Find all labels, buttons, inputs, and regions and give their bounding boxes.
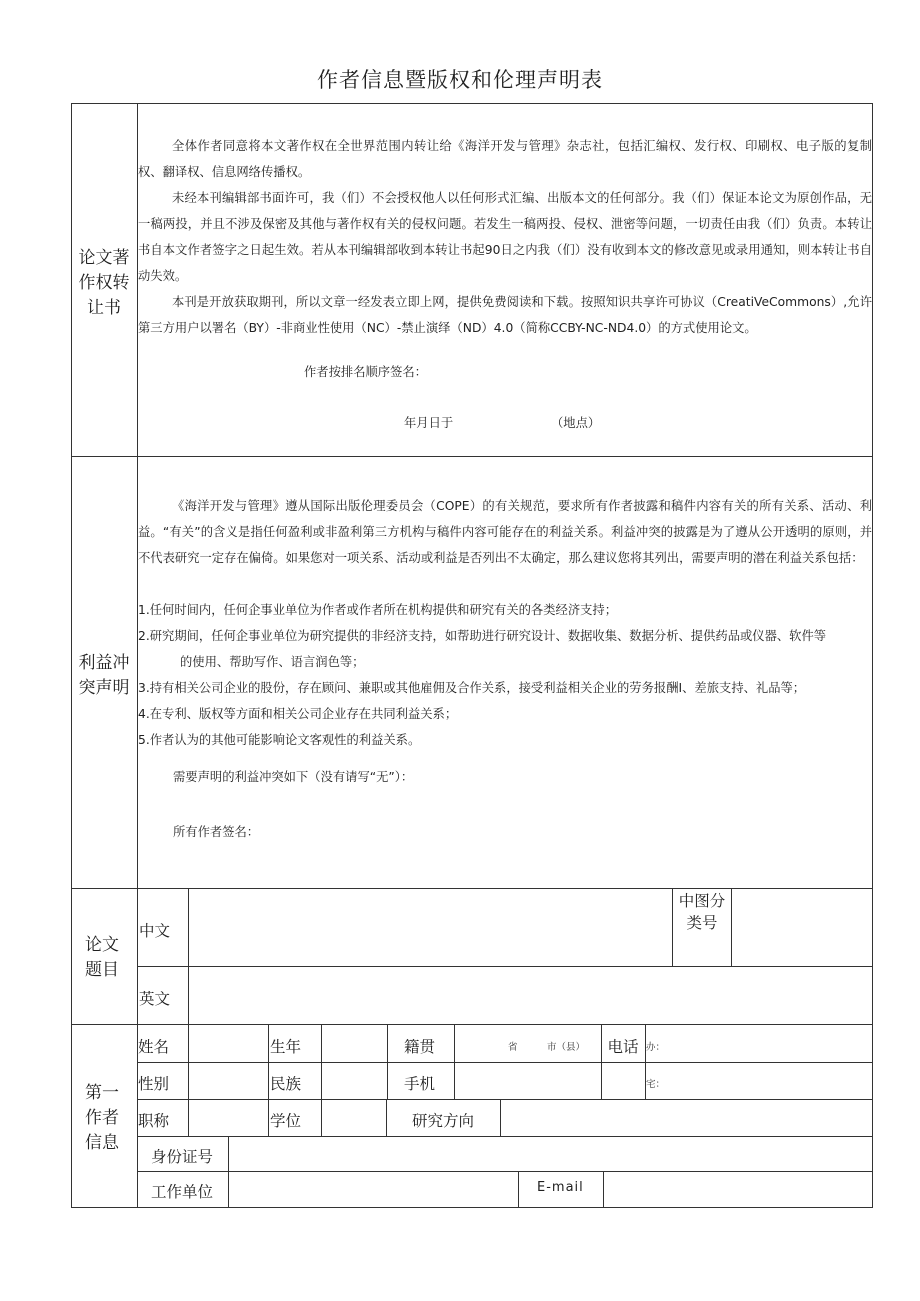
col-divider — [268, 1024, 269, 1136]
id-number-field[interactable] — [229, 1137, 871, 1170]
ethnicity-field[interactable] — [322, 1063, 386, 1098]
birth-year-field[interactable] — [322, 1025, 386, 1061]
copyright-text — [138, 133, 872, 341]
col-divider — [601, 1024, 602, 1099]
phone-label: 电话 — [607, 1038, 639, 1056]
research-direction-label: 研究方向 — [412, 1112, 475, 1130]
table-border-top — [71, 103, 873, 104]
name-label: 姓名 — [138, 1038, 170, 1056]
english-title-field[interactable] — [189, 967, 871, 1023]
clc-number-label: 中图分类号 — [678, 892, 726, 932]
paper-title-section-label: 论文题目 — [85, 935, 119, 980]
chinese-title-field[interactable] — [189, 889, 671, 965]
conflict-section-label: 利益冲突声明 — [78, 653, 130, 698]
email-field[interactable] — [604, 1172, 871, 1206]
native-place-label: 籍贯 — [404, 1038, 436, 1056]
employer-label: 工作单位 — [151, 1183, 214, 1201]
chinese-title-label: 中文 — [139, 922, 171, 940]
date-label: 年月日于 — [404, 416, 454, 430]
ethnicity-label: 民族 — [270, 1075, 302, 1093]
list-item: 1.任何时间内，任何企事业单位为作者或作者所在机构提供和研究有关的各类经济支持； — [138, 603, 618, 617]
clc-number-field[interactable] — [732, 889, 871, 965]
copyright-section-label: 论文著作权转让书 — [78, 248, 130, 318]
list-item: 3.持有相关公司企业的股份，存在顾问、兼职或其他雇佣及合作关系，接受利益相关企业的劳务报酬I、差旅支持、礼品等； — [138, 681, 806, 695]
degree-label: 学位 — [270, 1112, 302, 1130]
list-item: 的使用、帮助写作、语言润色等； — [180, 655, 365, 669]
list-item: 5.作者认为的其他可能影响论文客观性的利益关系。 — [138, 733, 421, 747]
declare-label: 需要声明的利益冲突如下（没有请写“无”）： — [173, 770, 414, 784]
col-divider — [387, 1024, 388, 1099]
author-sign-label: 作者按排名顺序签名： — [304, 365, 427, 379]
all-authors-sign-label: 所有作者签名： — [173, 825, 260, 839]
page-title: 作者信息暨版权和伦理声明表 — [317, 68, 603, 92]
table-border-left — [71, 103, 72, 1207]
gender-field[interactable] — [189, 1063, 267, 1098]
copyright-paragraph: 未经本刊编辑部书面许可，我（们）不会授权他人以任何形式汇编、出版本文的任何部分。我（们）保证本论文为原创作品，无一稿两投，并且不涉及保密及其他与著作权有关的侵权问题。若发生一稿两投、侵权、泄密等问题，一切责任由我（们）负责。本转让书自本文作者签字之日起生效。若从本刊编辑部收到本转让书起90日之内我（们）没有收到本文的修改意见或录用通知，则本转让书自动失效。 — [138, 191, 872, 283]
gender-label: 性别 — [138, 1075, 170, 1093]
author-info-section-label: 第一作者信息 — [85, 1083, 119, 1153]
research-direction-field[interactable] — [501, 1100, 871, 1135]
native-place-field[interactable] — [455, 1025, 600, 1061]
list-item: 4.在专利、版权等方面和相关公司企业存在共同利益关系； — [138, 707, 458, 721]
mobile-field[interactable] — [455, 1063, 600, 1098]
id-number-label: 身份证号 — [151, 1148, 214, 1166]
email-label: E-mail — [537, 1180, 584, 1195]
home-phone-label: 宅： — [646, 1079, 666, 1090]
province-label: 省 — [508, 1042, 518, 1053]
conflict-intro — [138, 493, 872, 571]
table-border-right — [872, 103, 873, 1207]
job-title-label: 职称 — [138, 1112, 170, 1130]
job-title-field[interactable] — [189, 1100, 267, 1135]
degree-field[interactable] — [322, 1100, 385, 1135]
copyright-paragraph: 本刊是开放获取期刊，所以文章一经发表立即上网，提供免费阅读和下载。按照知识共享许可协议（CreatiVeCommons）,允许第三方用户以署名（BY）-非商业性使用（NC）-禁止演绎（ND）4.0（简称CCBY-NC-ND4.0）的方式使用论文。 — [138, 295, 872, 335]
office-phone-field[interactable] — [646, 1025, 871, 1061]
conflict-intro-paragraph: 《海洋开发与管理》遵从国际出版伦理委员会（COPE）的有关规范，要求所有作者披露和稿件内容有关的所有关系、活动、利益。“有关”的含义是指任何盈利或非盈利第三方机构与稿件内容可能存在的利益关系。利益冲突的披露是为了遵从公开透明的原则，并不代表研究一定存在偏倚。如果您对一项关系、活动或利益是否列出不太确定，那么建议您将其列出，需要声明的潜在利益关系包括： — [138, 499, 872, 565]
copyright-paragraph: 全体作者同意将本文著作权在全世界范围内转让给《海洋开发与管理》杂志社，包括汇编权、发行权、印刷权、电子版的复制权、翻译权、信息网络传播权。 — [138, 139, 872, 179]
city-county-label: 市（县） — [547, 1042, 586, 1053]
col-divider — [672, 888, 673, 966]
office-phone-label: 办： — [646, 1042, 666, 1053]
home-phone-field[interactable] — [646, 1063, 871, 1098]
place-label: （地点） — [551, 416, 601, 430]
employer-field[interactable] — [229, 1172, 517, 1206]
table-border-bottom — [71, 1207, 873, 1208]
section-divider — [71, 456, 873, 457]
english-title-label: 英文 — [139, 990, 171, 1008]
birth-year-label: 生年 — [270, 1038, 302, 1056]
col-divider — [518, 1171, 519, 1207]
mobile-label: 手机 — [404, 1075, 436, 1093]
name-field[interactable] — [189, 1025, 267, 1061]
conflict-list — [138, 597, 872, 753]
list-item: 2.研究期间，任何企事业单位为研究提供的非经济支持，如帮助进行研究设计、数据收集、数据分析、提供药品或仪器、软件等 — [138, 629, 827, 643]
col-divider — [386, 1099, 387, 1136]
